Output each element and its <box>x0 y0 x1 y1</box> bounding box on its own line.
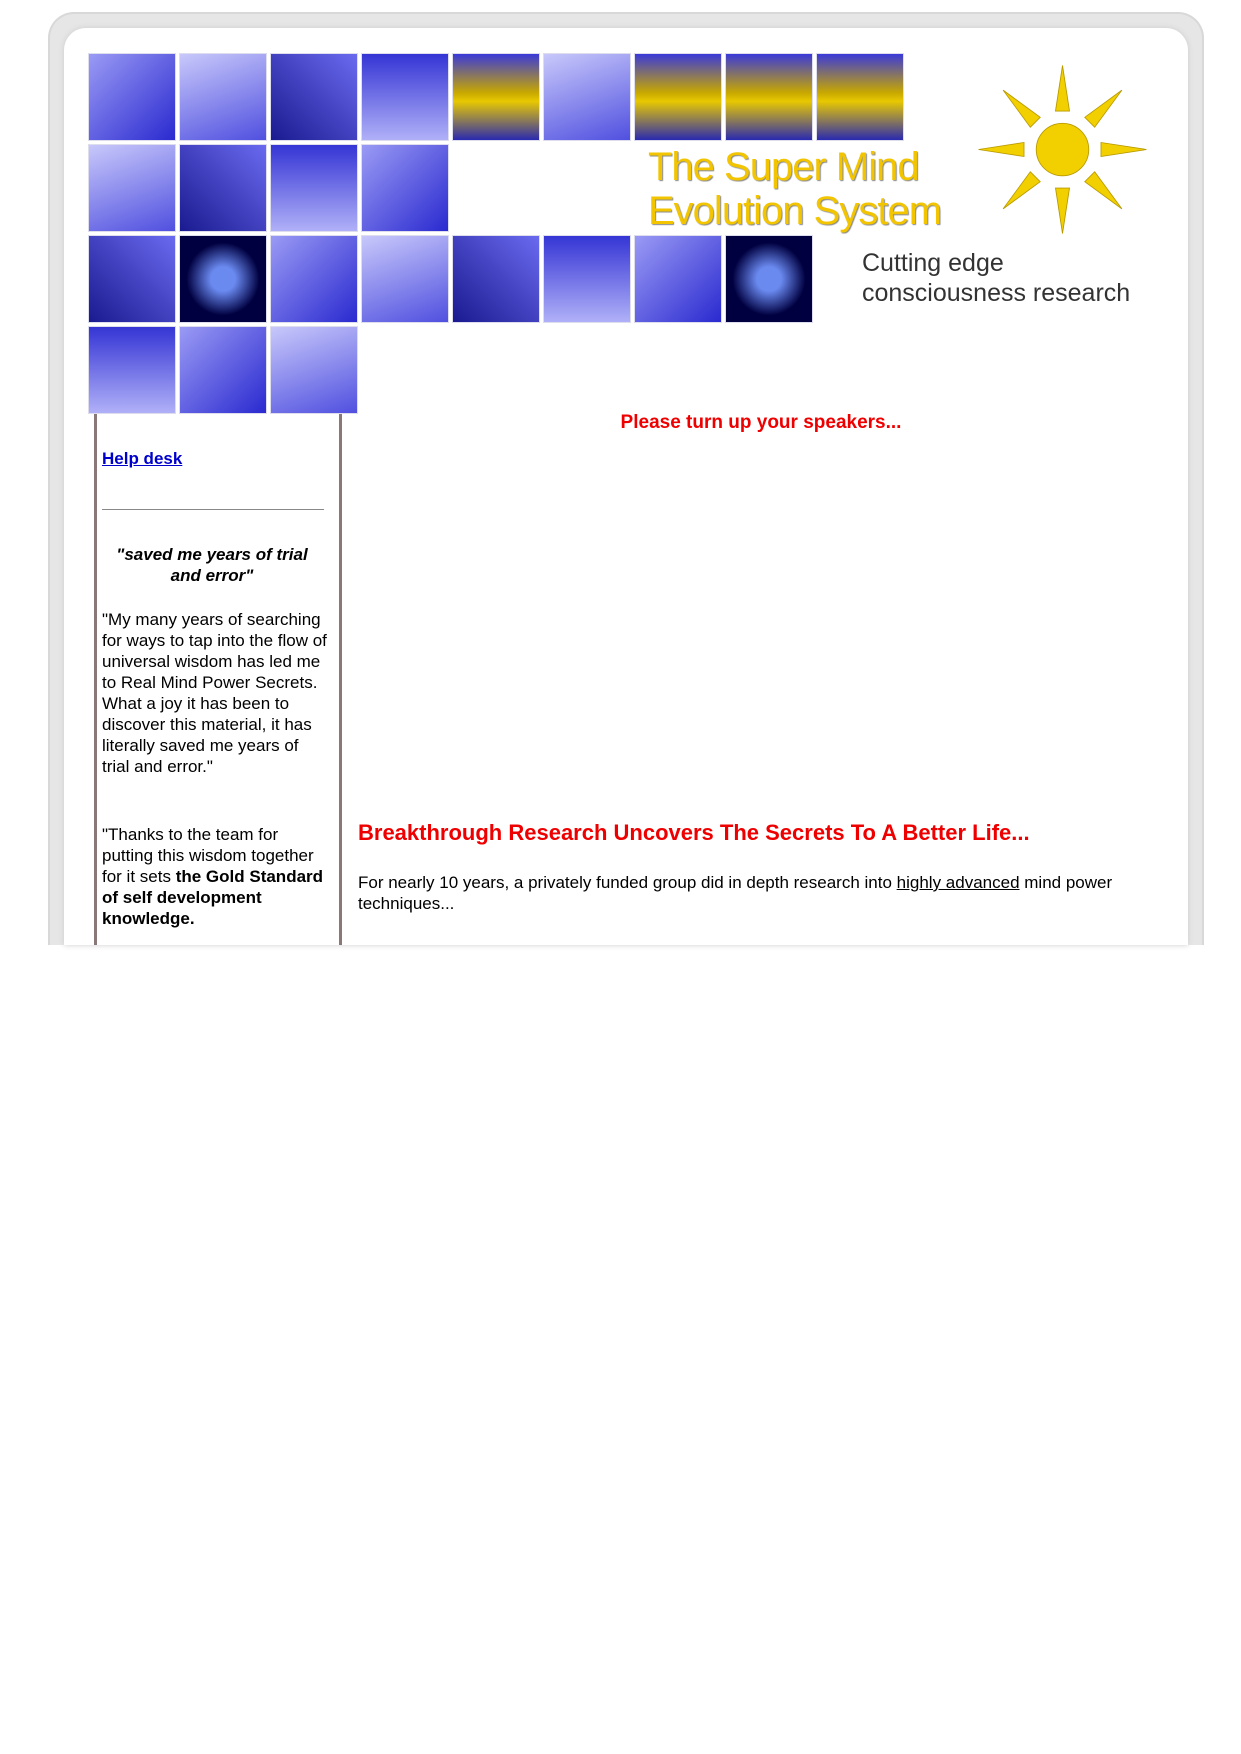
tile-arms-raised-image <box>88 326 176 414</box>
tile-laptop-image <box>361 53 449 141</box>
tile-yoga-image <box>452 53 540 141</box>
testimonial-text: "Thanks to the team for putting this wisdom together for it sets <box>102 825 314 886</box>
tile-jumper-image <box>816 53 904 141</box>
tile-earth-image <box>179 235 267 323</box>
para-text: For nearly 10 years, a privately funded group did in depth research into <box>358 873 897 892</box>
site-title <box>648 145 941 233</box>
sidebar <box>94 414 342 945</box>
tile-runner-image <box>543 53 631 141</box>
tile-camera-image <box>88 144 176 232</box>
tile-laptop-keys-image <box>361 235 449 323</box>
tile-stonehenge-image <box>725 53 813 141</box>
tile-brain-image <box>452 235 540 323</box>
main-heading: Breakthrough Research Uncovers The Secrets To A Better Life... <box>358 820 1030 845</box>
tile-headphones-image <box>88 53 176 141</box>
tile-eyes-image <box>543 235 631 323</box>
tile-stonehenge-image <box>634 53 722 141</box>
tagline <box>862 248 1130 308</box>
tile-sun-image <box>88 235 176 323</box>
tile-head-light-image <box>634 235 722 323</box>
tile-keyboard-image <box>179 144 267 232</box>
help-desk-link[interactable]: Help desk <box>102 449 183 468</box>
testimonial-bold: the Gold Standard of self development knowledge. <box>102 867 324 928</box>
testimonial-2 <box>102 824 327 929</box>
speakers-notice: Please turn up your speakers... <box>620 412 902 433</box>
tile-speaker-image <box>270 235 358 323</box>
tile-climber-image <box>270 326 358 414</box>
tile-doorway-image <box>725 235 813 323</box>
tile-headphones-image <box>361 144 449 232</box>
divider <box>102 509 324 510</box>
tagline-line: consciousness research <box>862 279 1131 307</box>
para-text: mind power techniques... <box>358 873 1113 913</box>
tile-laptop-headphones-image <box>270 53 358 141</box>
tile-woman-smiling-image <box>179 326 267 414</box>
tagline-line: Cutting edge <box>862 249 1004 277</box>
testimonial-1: "My many years of searching for ways to tap into the flow of universal wisdom has led me to Real Mind Power Secrets. What a joy it has been to discover this material, it has literally saved me years of trial and error." <box>102 610 327 776</box>
intro-paragraph <box>358 872 1158 914</box>
title-line: The Super Mind <box>648 145 919 189</box>
tile-abstract-image <box>270 144 358 232</box>
testimonial-quote-headline: "saved me years of trial and error" <box>116 545 308 585</box>
sun-logo-icon <box>975 62 1150 237</box>
highly-advanced-link[interactable]: highly advanced <box>896 873 1020 892</box>
title-line: Evolution System <box>648 189 942 233</box>
tile-climbers-image <box>179 53 267 141</box>
